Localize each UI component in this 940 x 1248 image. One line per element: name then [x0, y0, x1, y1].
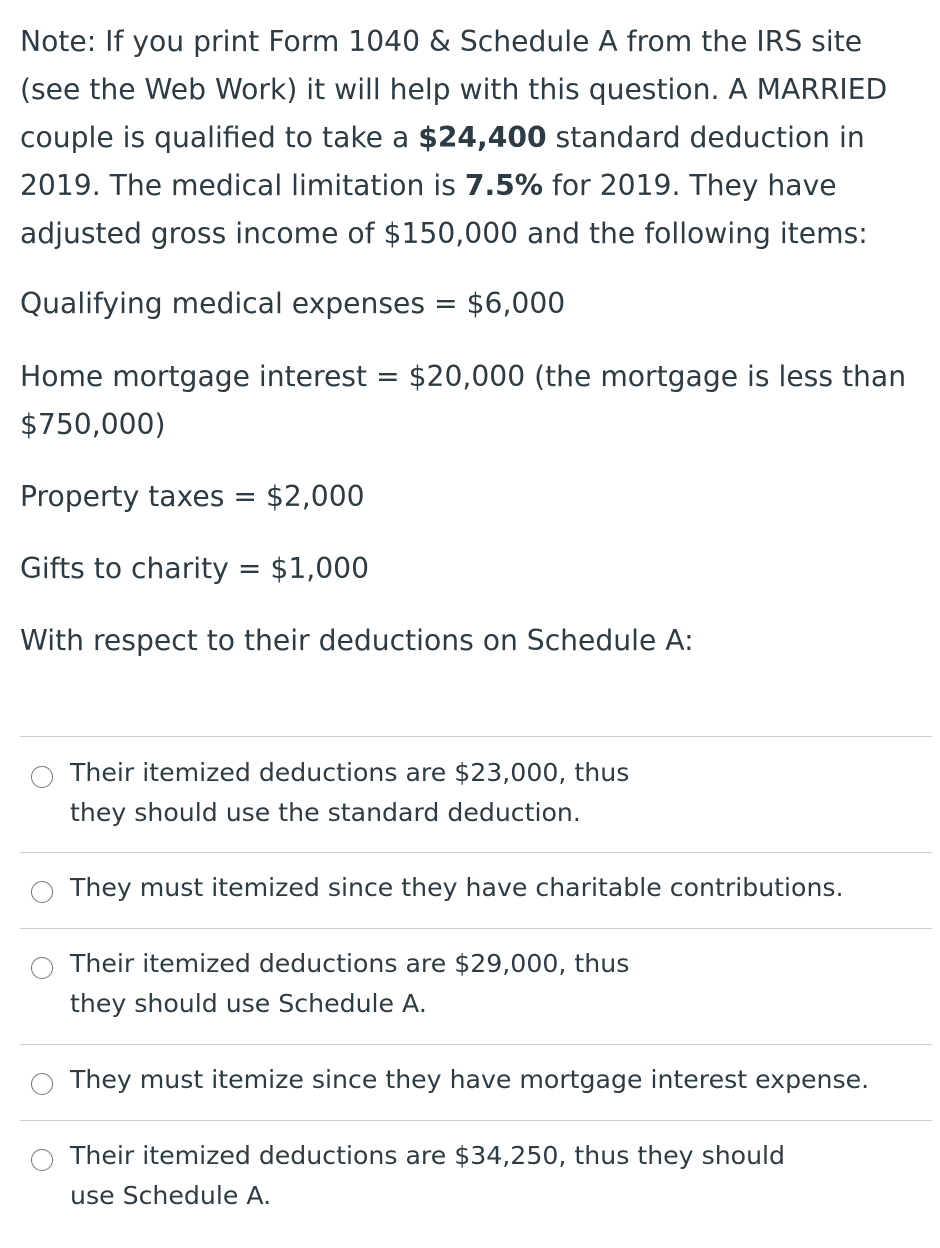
item-gifts-to-charity: Gifts to charity = $1,000 [20, 552, 370, 585]
answer-option-2[interactable] [20, 852, 932, 928]
answer-label: Their itemized deductions are $23,000, thus they should use the standard deduction. [70, 758, 630, 827]
radio-button[interactable] [31, 1073, 53, 1095]
item-medical-expenses: Qualifying medical expenses = $6,000 [20, 287, 566, 320]
answer-label: Their itemized deductions are $34,250, thus they should use Schedule A. [70, 1141, 786, 1210]
radio-button[interactable] [31, 957, 53, 979]
question-intro [20, 18, 930, 258]
intro-text-3: for 2019. They have adjusted gross income of $150,000 and the following items: [20, 169, 868, 250]
medical-limitation-percent: 7.5% [464, 169, 544, 202]
intro-text-1: Note: If you print Form 1040 & Schedule A from the IRS site (see the Web Work) it will help with this question. A MARRIED couple is qualified to take a [20, 25, 888, 154]
answer-option-1[interactable] [20, 736, 932, 852]
radio-button[interactable] [31, 881, 53, 903]
radio-button[interactable] [31, 1149, 53, 1171]
answer-option-4[interactable] [20, 1044, 932, 1120]
radio-button[interactable] [31, 766, 53, 788]
question-prompt: With respect to their deductions on Schedule A: [20, 624, 694, 657]
answer-option-5[interactable] [20, 1120, 932, 1240]
standard-deduction-amount: $24,400 [418, 121, 547, 154]
answer-list [20, 736, 932, 1240]
answer-label: They must itemize since they have mortgage interest expense. [70, 1065, 870, 1094]
answer-label: Their itemized deductions are $29,000, thus they should use Schedule A. [70, 949, 630, 1018]
intro-text-2: standard deduction in 2019. The medical limitation is [20, 121, 865, 202]
answer-option-3[interactable] [20, 928, 932, 1044]
item-property-taxes: Property taxes = $2,000 [20, 480, 365, 513]
answer-label: They must itemized since they have charitable contributions. [70, 873, 844, 902]
item-mortgage-interest: Home mortgage interest = $20,000 (the mortgage is less than $750,000) [20, 360, 907, 441]
